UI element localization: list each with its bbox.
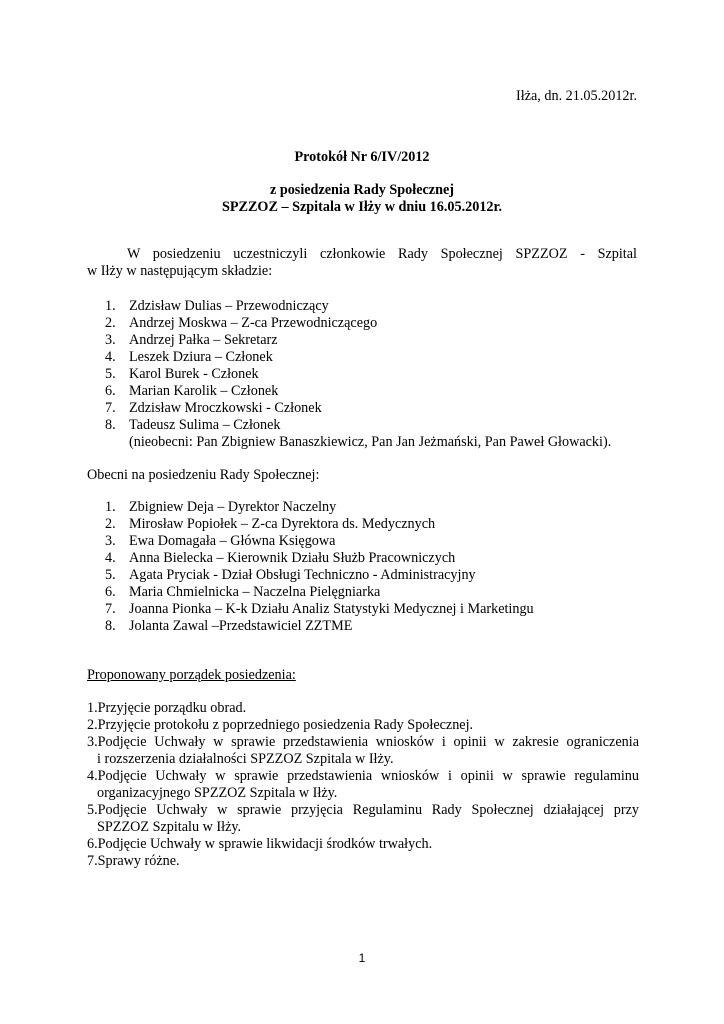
agenda-item: 3.Podjęcie Uchwały w sprawie przedstawienia wniosków i opinii w zakresie ograniczenia i rozszerzenia działalności SPZZOZ Szpitala w Iłży. xyxy=(87,734,639,767)
protocol-subtitle: z posiedzenia Rady Społecznej xyxy=(269,182,455,198)
protocol-subtitle-institution: SPZZOZ – Szpitala w Iłży w dniu 16.05.2012r. xyxy=(221,199,503,215)
agenda-item: 6.Podjęcie Uchwały w sprawie likwidacji środków trwałych. xyxy=(87,836,433,852)
present-heading: Obecni na posiedzeniu Rady Społecznej: xyxy=(87,467,320,483)
agenda-item: 2.Przyjęcie protokołu z poprzedniego posiedzenia Rady Społecznej. xyxy=(87,717,474,733)
agenda-item: 5.Podjęcie Uchwały w sprawie przyjęcia Regulaminu Rady Społecznej działającej przy SPZZOZ Szpitalu w Iłży. xyxy=(87,802,639,835)
intro-paragraph xyxy=(87,246,637,280)
place-date: Iłża, dn. 21.05.2012r. xyxy=(516,88,637,104)
agenda-list xyxy=(87,700,639,870)
agenda-item: 4.Podjęcie Uchwały w sprawie przedstawienia wniosków i opinii w sprawie regulaminu organizacyjnego SPZZOZ Szpitala w Iłży. xyxy=(87,768,639,801)
agenda-item: 1.Przyjęcie porządku obrad. xyxy=(87,700,247,716)
agenda-item: 7.Sprawy różne. xyxy=(87,853,180,869)
page-number: 1 xyxy=(358,951,366,965)
protocol-title: Protokół Nr 6/IV/2012 xyxy=(294,149,430,165)
intro-line-2: w Iłży w następującym składzie: xyxy=(87,263,273,279)
absent-note: (nieobecni: Pan Zbigniew Banaszkiewicz, Pan Jan Jeżmański, Pan Paweł Głowacki). xyxy=(129,434,612,450)
intro-line-1: W posiedzeniu uczestniczyli członkowie Rady Społecznej SPZZOZ - Szpital xyxy=(127,246,637,262)
agenda-heading: Proponowany porządek posiedzenia: xyxy=(87,667,296,683)
document-page: Iłża, dn. 21.05.2012r. Protokół Nr 6/IV/2012 z posiedzenia Rady Społecznej SPZZOZ – Szpitala w Iłży w dniu 16.05.2012r. W posiedzeniu uczestniczyli członkowie Rady Społecznej SPZZOZ - Szpital w Iłży w następującym składzie: 1. Zdzisław Dulias – Przewodniczący 2. Andrzej Moskwa – Z-ca Przewodniczącego 3. Andrzej Pałka – Sekretarz 4. Leszek Dziura – Członek 5. Karol Burek - Członek 6. Marian Karolik – Członek 7. Zdzisław Mroczkowski - Członek 8. Tadeusz Sulima – Członek (nieobecni: Pan Zbigniew Banaszkiewicz, Pan Jan Jeżmański, Pan Paweł Głowacki). Obecni na posiedzeniu Rady Społecznej: 1. Zbigniew Deja – Dyrektor Naczelny 2. Mirosław Popiołek – Z-ca Dyrektora ds. Medycznych 3. Ewa Domagała – Główna Księgowa 4. Anna Bielecka – Kierownik Działu Służb Pracowniczych 5. Agata Pryciak - Dział Obsługi Techniczno - Administracyjny 6. Maria Chmielnicka – Naczelna Pielęgniarka 7. Joanna Pionka – K-k Działu Analiz Statystyki Medycznej i Marketingu 8. Jolanta Zawal –Przedstawiciel ZZTME Proponowany porządek posiedzenia: 1.Przyjęcie porządku obrad. 2.Przyjęcie protokołu z poprzedniego posiedzenia Rady Społecznej. 3.Podjęcie Uchwały w sprawie przedstawienia wniosków i opinii w zakresie ograniczenia i rozszerzenia działalności SPZZOZ Szpitala w Iłży. 4.Podjęcie Uchwały w sprawie przedstawienia wniosków i opinii w sprawie regulaminu organizacyjnego SPZZOZ Szpitala w Iłży. 5.Podjęcie Uchwały w sprawie przyjęcia Regulaminu Rady Społecznej działającej przy SPZZOZ Szpitalu w Iłży. 6.Podjęcie Uchwały w sprawie likwidacji środków trwałych. 7.Sprawy różne. 1 xyxy=(0,0,724,1024)
